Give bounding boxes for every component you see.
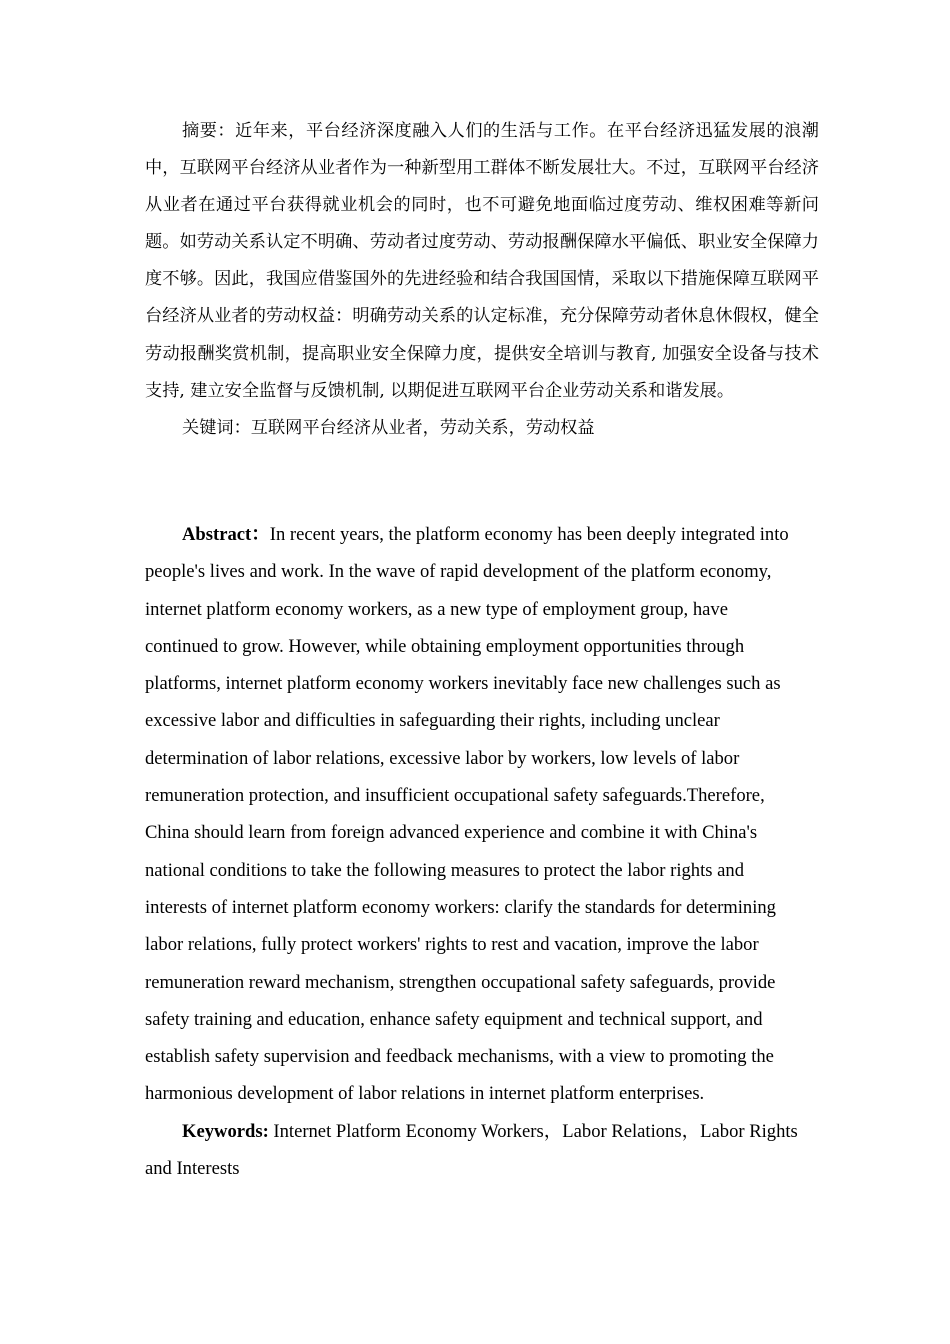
keywords-cn-text: 互联网平台经济从业者，劳动关系，劳动权益 bbox=[250, 417, 595, 438]
chinese-abstract-section bbox=[145, 113, 819, 447]
keywords-cn-label: 关键词： bbox=[182, 417, 251, 438]
abstract-en-label: Abstract： bbox=[182, 524, 270, 545]
english-abstract-section bbox=[145, 516, 805, 1187]
keywords-en-label: Keywords: bbox=[182, 1120, 269, 1142]
abstract-en-text: In recent years, the platform economy has been deeply integrated into people's lives and work. In the wave of rapid development of the platform economy, internet platform economy workers, as a new type of employment group, have continued to grow. However, while obtaining employment opportunities through platforms, internet platform economy workers inevitably face new challenges such as excessive labor and difficulties in safeguarding their rights, including unclear determination of labor relations, excessive labor by workers, low levels of labor remuneration protection, and insufficient occupational safety safeguards.Therefore, China should learn from foreign advanced experience and combine it with China's national conditions to take the following measures to protect the labor rights and interests of internet platform economy workers: clarify the standards for determining labor relations, fully protect workers' rights to rest and vacation, improve the labor remuneration reward mechanism, strengthen occupational safety safeguards, provide safety training and education, enhance safety equipment and technical support, and establish safety supervision and feedback mechanisms, with a view to promoting the harmonious development of labor relations in internet platform enterprises. bbox=[145, 524, 789, 1105]
keywords-cn-paragraph bbox=[145, 410, 819, 447]
keywords-en-paragraph bbox=[145, 1113, 805, 1188]
abstract-en-paragraph bbox=[145, 516, 805, 1113]
abstract-cn-label: 摘要： bbox=[182, 121, 236, 141]
abstract-cn-text: 近年来，平台经济深度融入人们的生活与工作。在平台经济迅猛发展的浪潮中，互联网平台经济从业者作为一种新型用工群体不断发展壮大。不过，互联网平台经济从业者在通过平台获得就业机会的同时，也不可避免地面临过度劳动、维权困难等新问题。如劳动关系认定不明确、劳动者过度劳动、劳动报酬保障水平偏低、职业安全保障力度不够。因此，我国应借鉴国外的先进经验和结合我国国情，采取以下措施保障互联网平台经济从业者的劳动权益：明确劳动关系的认定标准，充分保障劳动者休息休假权，健全劳动报酬奖赏机制，提高职业安全保障力度，提供安全培训与教育, 加强安全设备与技术支持, 建立安全监督与反馈机制, 以期促进互联网平台企业劳动关系和谐发展。 bbox=[145, 121, 819, 401]
abstract-cn-paragraph bbox=[145, 113, 819, 410]
keywords-en-text: Internet Platform Economy Workers，Labor Relations，Labor Rights and Interests bbox=[145, 1120, 798, 1180]
